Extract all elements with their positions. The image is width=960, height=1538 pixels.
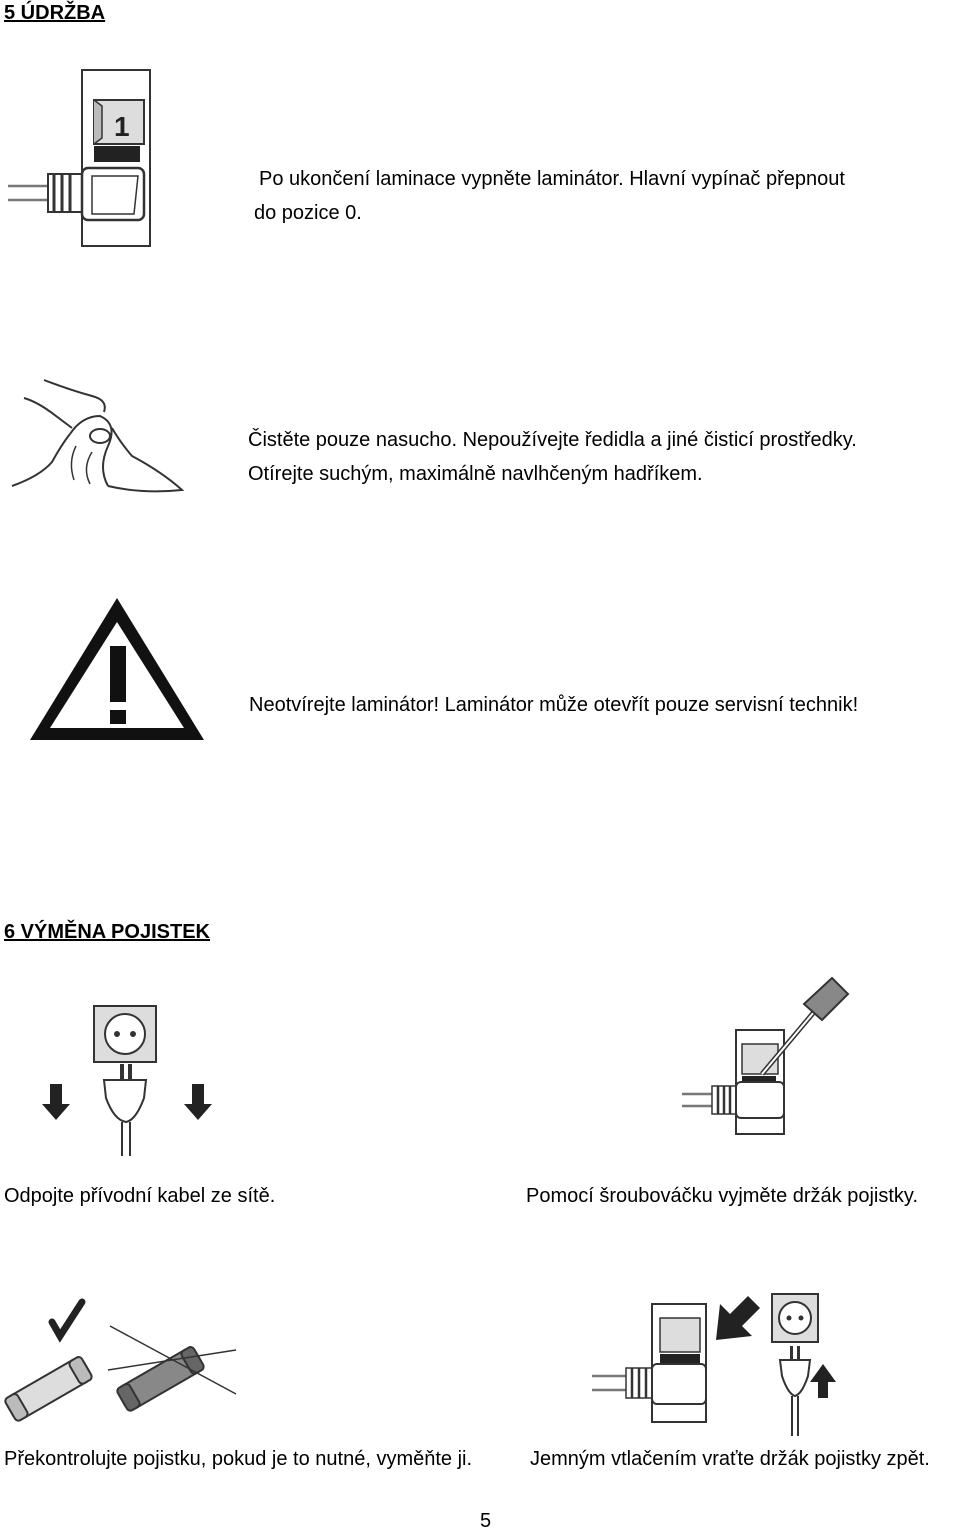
- step2-text-line2: Otírejte suchým, maximálně navlhčeným hadříkem.: [248, 463, 703, 485]
- insert-fuse-holder-icon: [592, 1290, 848, 1438]
- step1-text-line1: Po ukončení laminace vypněte laminátor. Hlavní vypínač přepnout: [259, 168, 845, 190]
- screwdriver-fuse-holder-icon: [682, 974, 858, 1138]
- unplug-from-socket-icon: [40, 1002, 220, 1158]
- caption-unplug: Odpojte přívodní kabel ze sítě.: [4, 1185, 276, 1207]
- section-6-heading: 6 VÝMĚNA POJISTEK: [4, 921, 210, 943]
- page-number: 5: [480, 1510, 492, 1532]
- switch-digit: 1: [114, 111, 130, 142]
- step1-text-line2: do pozice 0.: [254, 202, 362, 224]
- caption-screwdriver: Pomocí šroubováčku vyjměte držák pojistky.: [526, 1185, 919, 1207]
- caption-check-fuse: Překontrolujte pojistku, pokud je to nutné, vyměňte ji.: [4, 1448, 473, 1470]
- step3-warning-text: Neotvírejte laminátor! Laminátor může otevřít pouze servisní technik!: [249, 694, 859, 716]
- caption-return-holder: Jemným vtlačením vraťte držák pojistky zpět.: [530, 1448, 930, 1470]
- fuse-check-icon: [0, 1298, 244, 1426]
- step2-text-line1: Čistěte pouze nasucho. Nepoužívejte ředidla a jiné čisticí prostředky.: [248, 429, 857, 451]
- power-switch-icon: [8, 68, 158, 250]
- warning-triangle-icon: [26, 594, 208, 744]
- section-5-heading: 5 ÚDRŽBA: [4, 2, 106, 24]
- hand-wiping-icon: [12, 376, 188, 500]
